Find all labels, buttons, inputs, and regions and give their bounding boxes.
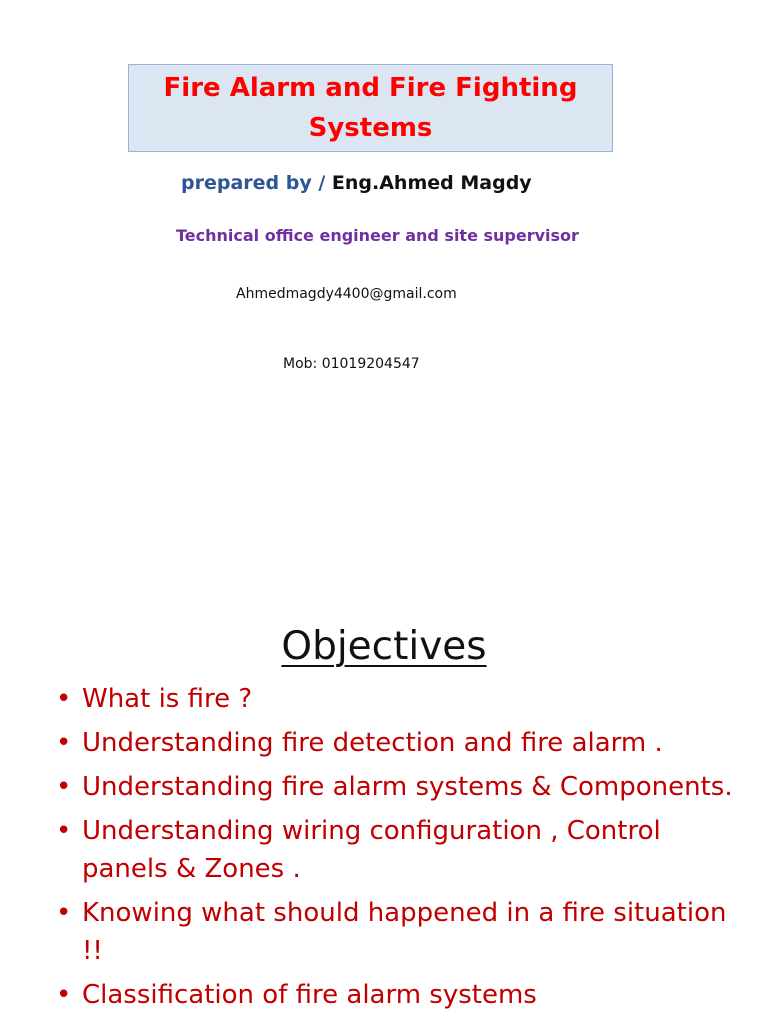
- objective-item: [56, 680, 746, 718]
- author-name: Eng.Ahmed Magdy: [331, 172, 532, 194]
- objective-text: Understanding fire alarm systems & Components.: [82, 772, 733, 802]
- prepared-by-label: prepared by /: [181, 172, 332, 194]
- bullet-icon: •: [56, 772, 72, 802]
- objective-text: Classification of fire alarm systems: [82, 980, 537, 1010]
- bullet-icon: •: [56, 816, 72, 846]
- objectives-list: [56, 680, 746, 1020]
- objectives-heading: Objectives: [281, 624, 487, 669]
- objective-text: Understanding fire detection and fire alarm .: [82, 728, 663, 758]
- objective-item: [56, 894, 746, 970]
- mobile-number: Mob: 01019204547: [283, 356, 420, 372]
- job-title: Technical office engineer and site supervisor: [176, 226, 579, 245]
- slide-title: Fire Alarm and Fire Fighting Systems: [163, 73, 578, 143]
- objective-item: [56, 768, 746, 806]
- objective-text: Understanding wiring configuration , Control panels & Zones .: [82, 816, 661, 884]
- bullet-icon: •: [56, 898, 72, 928]
- bullet-icon: •: [56, 684, 72, 714]
- objectives-slide: [0, 576, 768, 1024]
- objective-item: [56, 976, 746, 1014]
- prepared-by-line: [181, 172, 532, 194]
- email-text: Ahmedmagdy4400@gmail.com: [236, 286, 457, 302]
- bullet-icon: •: [56, 980, 72, 1010]
- objective-text: Knowing what should happened in a fire situation !!: [82, 898, 727, 966]
- objective-item: [56, 724, 746, 762]
- objective-item: [56, 812, 746, 888]
- title-box: [128, 64, 613, 152]
- bullet-icon: •: [56, 728, 72, 758]
- objective-text: What is fire ?: [82, 684, 253, 714]
